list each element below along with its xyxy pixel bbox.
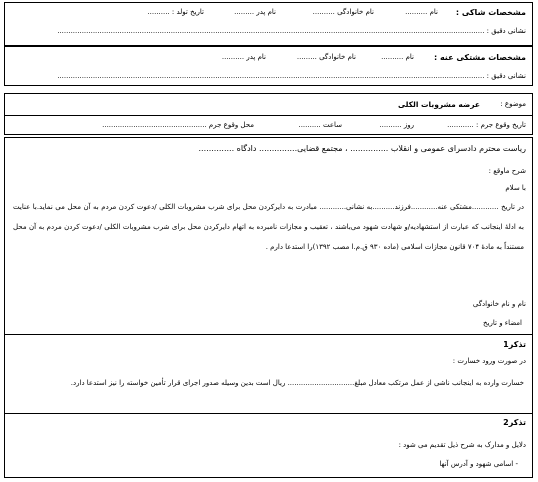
accused-address-field[interactable]: نشانی دقیق : ................................................................................................................................................................................................ (57, 72, 526, 80)
complainant-name-field[interactable]: نام .......... (405, 8, 438, 16)
facts-label: شرح ماوقع : (488, 167, 526, 175)
note1-title: تذکر1 (503, 340, 526, 349)
note1-paragraph: خسارت وارده به اینجانب ناشی از عمل مرتکب معادل مبلغ.............................. ریال است بدین وسیله صدور اجرای قرار تأمین خواسته را نیز استدعا دارد. (70, 379, 524, 387)
divider (5, 45, 532, 47)
accused-family-field[interactable]: نام خانوادگی ......... (296, 53, 356, 61)
note2-title: تذکر2 (503, 418, 526, 427)
accused-heading: مشخصات مشتکی عنه : (433, 53, 526, 62)
addressee: ریاست محترم دادسرای عمومی و انقلاب ............... ، مجتمع قضایی............... دادگاه .............. (198, 144, 526, 153)
notes-section (4, 335, 533, 478)
signature-name: نام و نام خانوادگی (472, 300, 526, 308)
divider (5, 115, 532, 116)
complainant-birth-field[interactable]: تاریخ تولد : .......... (147, 8, 204, 16)
complainant-heading: مشخصات شاکی : (455, 8, 526, 17)
parties-section (4, 2, 533, 86)
greeting: با سلام (505, 184, 526, 192)
body-section (4, 137, 533, 335)
note2-item: - اسامی شهود و آدرس آنها (439, 460, 518, 468)
complainant-address-field[interactable]: نشانی دقیق : ................................................................................................................................................................................................ (57, 27, 526, 35)
subject-label: موضوع : (500, 100, 526, 108)
facts-paragraph: در تاریخ ............مشتکی عنه............فرزند..........به نشانی............ مبادرت به دایرکردن محل برای شرب مشروبات الکلی /دعوت کردن مردم به آن محل می نماید.با عنایت به ادلهٔ اینجانب که عبارت از استشهادیه/و شهادت شهود می‌باشند ، تعقیب و مجازات نامبرده به اتهام دایرکردن محل برای شرب مشروبات الکلی /دعوت کردن مردم به آن محل مستنداً به مادهٔ ۷۰۴ قانون مجازات اسلامی (ماده ۹۳۰ ق.م.ا مصب ۱۳۹۲)را استدعا دارم . (13, 203, 524, 251)
accused-name-field[interactable]: نام .......... (381, 53, 414, 61)
accused-father-field[interactable]: نام پدر .......... (221, 53, 266, 61)
subject-value: عرضه مشروبات الکلی (398, 100, 480, 109)
incident-place-field[interactable]: محل وقوع جرم ............................................... (102, 121, 254, 129)
complaint-form (4, 2, 534, 478)
incident-date-field[interactable]: تاریخ وقوع جرم : ............ (447, 121, 526, 129)
note1-line: در صورت ورود خسارت : (452, 357, 526, 365)
signature-date: امضاء و تاریخ (483, 319, 522, 327)
note2-line: دلایل و مدارک به شرح ذیل تقدیم می شود : (398, 441, 526, 449)
complainant-father-field[interactable]: نام پدر ......... (234, 8, 276, 16)
complainant-family-field[interactable]: نام خانوادگی .......... (312, 8, 374, 16)
incident-day-field[interactable]: روز .......... (379, 121, 414, 129)
divider (5, 413, 532, 414)
incident-time-field[interactable]: ساعت .......... (298, 121, 342, 129)
subject-section (4, 93, 533, 135)
